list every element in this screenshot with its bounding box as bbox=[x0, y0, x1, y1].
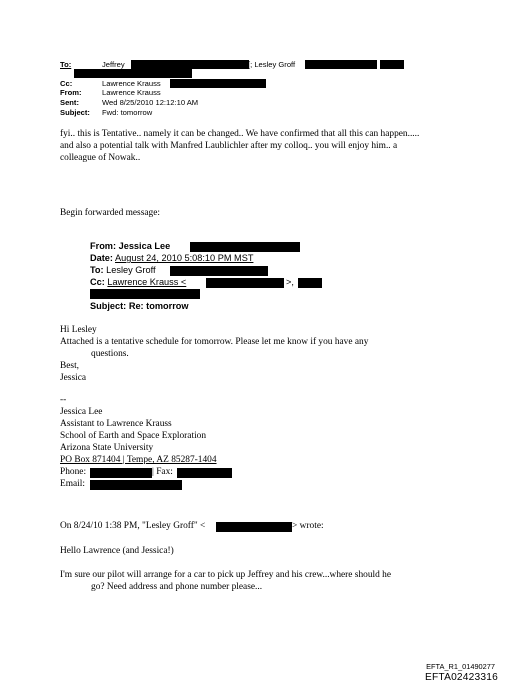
fwd-from-label: From: bbox=[90, 241, 117, 251]
subject-label: Subject: bbox=[60, 108, 90, 117]
redaction-block bbox=[190, 242, 300, 252]
signature-school: School of Earth and Space Exploration bbox=[60, 431, 207, 441]
bates-id-small: EFTA_R1_01490277 bbox=[426, 662, 495, 671]
fwd-date-value: August 24, 2010 5:08:10 PM MST bbox=[115, 253, 254, 263]
redaction-block bbox=[216, 522, 292, 532]
to-label: To: bbox=[60, 60, 72, 69]
bates-id-large: EFTA02423316 bbox=[424, 672, 498, 683]
redaction-block bbox=[206, 278, 284, 288]
sent-value: Wed 8/25/2010 12:12:10 AM bbox=[102, 98, 199, 107]
redaction-block bbox=[90, 480, 182, 490]
redaction-block bbox=[170, 266, 268, 276]
body-line: colleague of Nowak.. bbox=[60, 153, 141, 163]
signature-title: Assistant to Lawrence Krauss bbox=[60, 419, 172, 429]
fwd-cc-sep: >, bbox=[286, 277, 294, 287]
message-line: questions. bbox=[91, 349, 129, 359]
redaction-block bbox=[170, 79, 266, 88]
redaction-block bbox=[380, 60, 404, 69]
fwd-subject-label: Subject: bbox=[90, 301, 127, 311]
signature-name: Jessica Lee bbox=[60, 407, 103, 417]
fwd-date-label: Date: bbox=[90, 253, 113, 263]
body-line: and also a potential talk with Manfred Laublichler after my colloq.. you will enjoy him.. a bbox=[60, 141, 398, 151]
quoted-intro-end: > wrote: bbox=[292, 521, 324, 531]
fwd-subject-value: Re: tomorrow bbox=[128, 301, 189, 311]
signature-dashes: -- bbox=[60, 395, 67, 405]
redaction-block bbox=[298, 278, 322, 288]
to-name: Jeffrey bbox=[102, 60, 125, 69]
to-separator: [; Lesley Groff bbox=[248, 60, 296, 69]
message-closing: Best, bbox=[60, 361, 80, 371]
fwd-from-value: Jessica Lee bbox=[118, 241, 171, 251]
forwarded-intro: Begin forwarded message: bbox=[60, 208, 160, 218]
fwd-to-label: To: bbox=[90, 265, 104, 275]
redaction-block bbox=[177, 468, 232, 478]
message-line: Attached is a tentative schedule for tomorrow. Please let me know if you have any bbox=[60, 337, 369, 347]
from-label: From: bbox=[60, 88, 82, 97]
email-label: Email: bbox=[60, 479, 85, 489]
body-line: fyi.. this is Tentative.. namely it can be changed.. We have confirmed that all this can happen..... bbox=[60, 129, 420, 139]
message-greeting: Hi Lesley bbox=[60, 325, 97, 335]
fwd-to-value: Lesley Groff bbox=[106, 265, 156, 275]
subject-value: Fwd: tomorrow bbox=[102, 108, 153, 117]
quoted-line: I'm sure our pilot will arrange for a car to pick up Jeffrey and his crew...where should he bbox=[60, 570, 392, 580]
redaction-block bbox=[90, 289, 200, 299]
quoted-greeting: Hello Lawrence (and Jessica!) bbox=[60, 546, 174, 556]
redaction-block bbox=[131, 60, 249, 69]
cc-label: Cc: bbox=[60, 79, 73, 88]
signature-address: PO Box 871404 | Tempe, AZ 85287-1404 bbox=[60, 455, 217, 465]
cc-value: Lawrence Krauss bbox=[102, 79, 161, 88]
phone-label: Phone: bbox=[60, 467, 87, 477]
redaction-block bbox=[74, 69, 192, 78]
email-header bbox=[60, 60, 420, 120]
forwarded-header bbox=[90, 241, 330, 313]
from-value: Lawrence Krauss bbox=[102, 88, 161, 97]
sent-label: Sent: bbox=[60, 98, 79, 107]
signature-university: Arizona State University bbox=[60, 443, 154, 453]
quoted-line: go? Need address and phone number please... bbox=[91, 582, 263, 592]
fwd-cc-label: Cc: bbox=[90, 277, 105, 287]
fwd-cc-value: Lawrence Krauss < bbox=[107, 277, 187, 287]
redaction-block bbox=[90, 468, 152, 478]
redaction-block bbox=[305, 60, 377, 69]
fax-label: | Fax: bbox=[152, 467, 173, 477]
quoted-intro-start: On 8/24/10 1:38 PM, "Lesley Groff" < bbox=[60, 521, 206, 531]
message-signoff: Jessica bbox=[60, 373, 87, 383]
